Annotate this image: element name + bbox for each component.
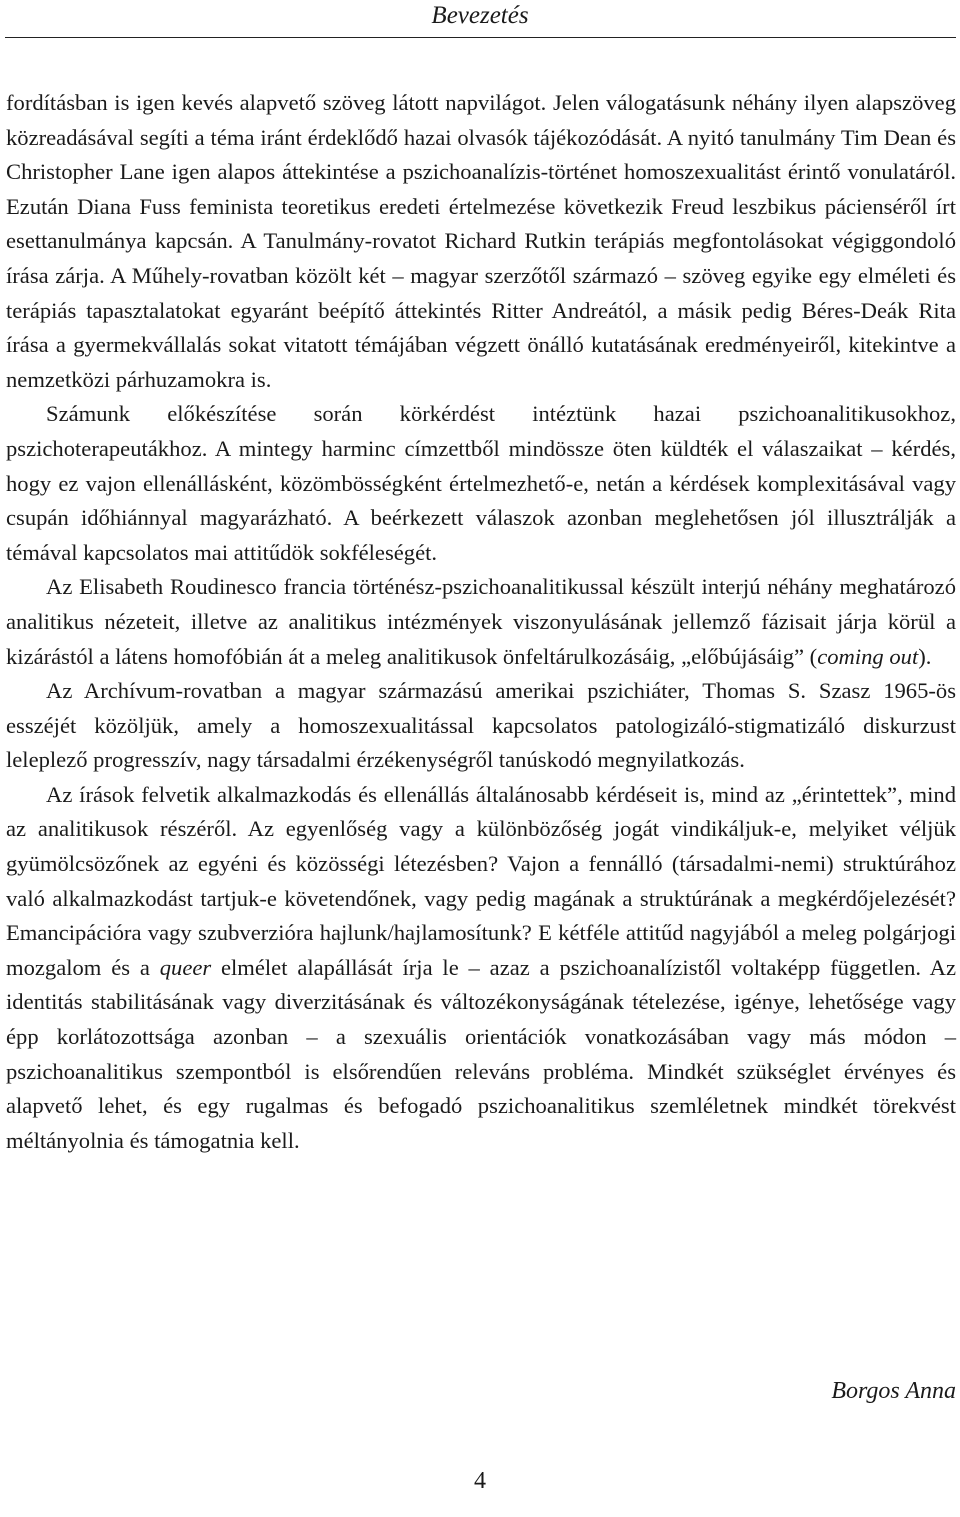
paragraph-text: Az írások felvetik alkalmazkodás és ellenállás általánosabb kérdéseit is, mind az „érintettek”, mind az analitikusok részéről. Az egyenlőség vagy a különbözőség jogát vindikáljuk-e, melyiket véljük gyümölcsözőnek az egyéni és közösségi létezésben? Vajon a fennálló (társadalmi-nemi) struktúrához való alkalmazkodást tartjuk-e követendőnek, vagy pedig magának a struktúrának a megkérdőjelezését? Emancipációra vagy szubverzióra hajlunk/hajlamosítunk? E kétféle attitűd nagyjából a meleg polgárjogi mozgalom és a: [6, 781, 956, 980]
paragraph: [6, 570, 956, 674]
paragraph-text: fordításban is igen kevés alapvető szöveg látott napvilágot. Jelen válogatásunk néhány ilyen alapszöveg közreadásával segíti a téma iránt érdeklődő hazai olvasók tájékozódását. A nyitó tanulmány Tim Dean és Christopher Lane igen alapos áttekintése a pszichoanalízis-történet homoszexualitást érintő vonulatáról. Ezután Diana Fuss feminista teoretikus eredeti értelmezése következik Freud leszbikus pácienséről írt esettanulmánya kapcsán. A Tanulmány-rovatot Richard Rutkin terápiás megfontolásokat végiggondoló írása zárja. A Műhely-rovatban közölt két – magyar szerzőtől származó – szöveg egyike egy elméleti és terápiás tapasztalatokat egyaránt beépítő áttekintés Ritter Andreától, a másik pedig Béres-Deák Rita írása a gyermekvállalás sokat vitatott témájában végzett önálló kutatásának eredményeiről, kitekintve a nemzetközi párhuzamokra is.: [6, 90, 956, 392]
paragraph: [6, 86, 956, 397]
paragraph: [6, 397, 956, 570]
italic-term: queer: [159, 954, 212, 980]
paragraph-text: ).: [918, 643, 932, 669]
running-header-title: Bevezetés: [431, 2, 529, 29]
paragraph-text: elmélet alapállását írja le – azaz a pszichoanalízistől voltaképp független. Az identitás stabilitásának vagy diverzitásának és változékonyságának tételezése, igénye, lehetősége vagy épp korlátozottsága azonban – a szexuális orientációk vonatkozásában vagy más módon – pszichoanalitikus szempontból is elsőrendűen releváns probléma. Mindkét szükséglet érvényes és alapvető lehet, és egy rugalmas és befogadó pszichoanalitikus szemléletnek mindkét törekvést méltányolnia és támogatnia kell.: [6, 954, 956, 1153]
author-signature: Borgos Anna: [831, 1378, 956, 1404]
paragraph-text: Az Archívum-rovatban a magyar származású amerikai pszichiáter, Thomas S. Szasz 1965-ös esszéjét közöljük, amely a homoszexualitással kapcsolatos patologizáló-stigmatizáló diskurzust leleplező progresszív, nagy társadalmi érzékenységről tanúskodó megnyilatkozás.: [6, 678, 956, 773]
header-rule: [5, 37, 956, 38]
italic-term: coming out: [817, 643, 919, 669]
body-text: [6, 86, 956, 1158]
paragraph: [6, 674, 956, 778]
page-number: 4: [474, 1468, 486, 1494]
running-header: [0, 0, 960, 39]
paragraph-text: Számunk előkészítése során körkérdést intéztünk hazai pszichoanalitikusokhoz, pszichoterapeutákhoz. A mintegy harminc címzettből mindössze öten küldték el válaszaikat – kérdés, hogy ez vajon ellenállásként, közömbösségként értelmezhető-e, netán a kérdések komplexitásával vagy csupán időhiánnyal magyarázható. A beérkezett válaszok azonban meglehetősen jól illusztrálják a témával kapcsolatos mai attitűdök sokféleségét.: [6, 401, 956, 565]
paragraph: [6, 778, 956, 1159]
paragraph-text: Az Elisabeth Roudinesco francia történész-pszichoanalitikussal készült interjú néhány meghatározó analitikus nézeteit, illetve az analitikus intézmények viszonyulásának jellemző fázisait járja körül a kizárástól a látens homofóbián át a meleg analitikusok önfeltárulkozásáig, „előbújásáig” (: [6, 574, 956, 669]
